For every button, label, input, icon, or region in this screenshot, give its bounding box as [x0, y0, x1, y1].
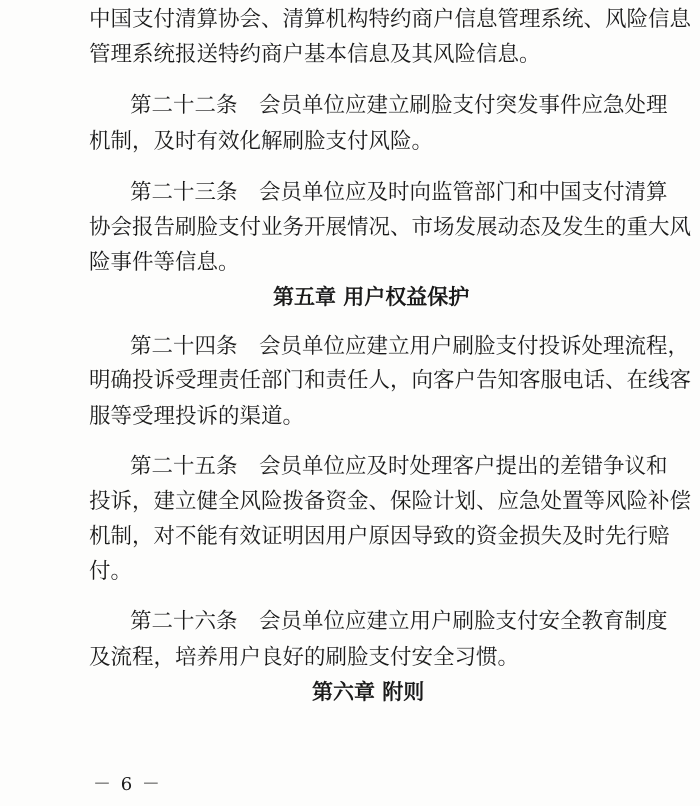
article-23-line: 协会报告刷脸支付业务开展情况、市场发展动态及发生的重大风	[89, 215, 692, 240]
article-24-line: 第二十四条 会员单位应建立用户刷脸支付投诉处理流程，	[130, 334, 690, 359]
article-24-line: 明确投诉受理责任部门和责任人，向客户告知客服电话、在线客	[89, 368, 692, 393]
article-24-line: 服等受理投诉的渠道。	[89, 404, 305, 429]
article-25-line: 第二十五条 会员单位应及时处理客户提出的差错争议和	[130, 454, 668, 479]
chapter-5-heading: 第五章 用户权益保护	[273, 285, 470, 309]
article-26-line: 第二十六条 会员单位应建立用户刷脸支付安全教育制度	[130, 609, 668, 634]
article-23-line: 险事件等信息。	[89, 250, 240, 275]
article-22-line: 第二十二条 会员单位应建立刷脸支付突发事件应急处理	[130, 93, 668, 118]
paragraph-line: 中国支付清算协会、清算机构特约商户信息管理系统、风险信息	[89, 7, 692, 32]
paragraph-line: 管理系统报送特约商户基本信息及其风险信息。	[89, 42, 541, 67]
article-25-line: 机制，对不能有效证明因用户原因导致的资金损失及时先行赔	[89, 524, 670, 549]
page-number: － 6 －	[93, 774, 162, 795]
article-25-line: 投诉，建立健全风险拨备资金、保险计划、应急处置等风险补偿	[89, 489, 692, 514]
article-25-line: 付。	[89, 559, 133, 584]
chapter-6-heading: 第六章 附则	[312, 680, 425, 704]
article-26-line: 及流程，培养用户良好的刷脸支付安全习惯。	[89, 645, 520, 670]
article-23-line: 第二十三条 会员单位应及时向监管部门和中国支付清算	[130, 180, 668, 205]
article-22-line: 机制，及时有效化解刷脸支付风险。	[89, 129, 434, 154]
